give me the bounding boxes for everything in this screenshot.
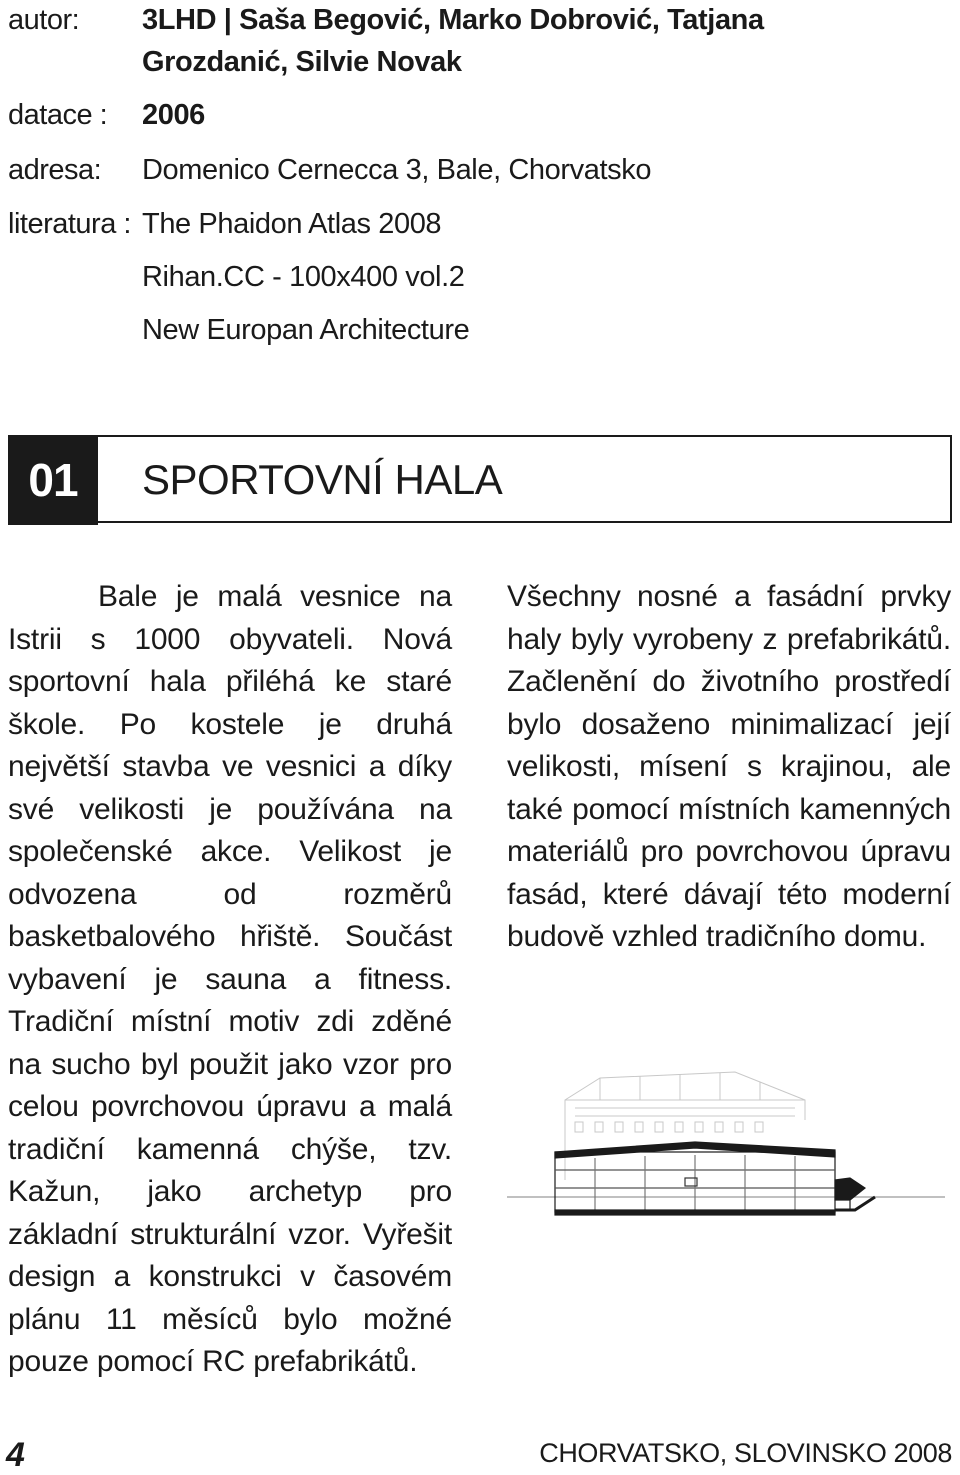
body-text-left: Bale je malá vesnice na Istrii s 1000 obyvateli. Nová sportovní hala přiléhá ke staré škole. Po kostele je druhá největší stavba ve vesnici a díky své velikosti je používána na společenské akce. Velikost je odvozena od rozměrů basketbalového hřiště. Součást vybavení je sauna a fitness. Tradiční místní motiv zdi zděné na sucho byl použit jako vzor pro celou povrchovou úpravu a malá tradiční kamenná chýše, tzv. Kažun, jako archetyp pro základní strukturální vzor. Vyřešit design a konstrukci v časovém plánu 11 měsíců bylo možné pouze pomocí RC prefabrikátů. — [8, 580, 452, 1378]
metadata-block — [8, 0, 948, 367]
section-title: SPORTOVNÍ HALA — [142, 456, 503, 503]
literature-item: Rihan.CC - 100x400 vol.2 — [142, 261, 465, 293]
literature-row — [8, 207, 948, 261]
literature-item: New Europan Architecture — [142, 314, 470, 346]
section-number: 01 — [8, 435, 98, 525]
section-header — [8, 435, 952, 523]
date-label: datace : — [8, 99, 108, 131]
author-label: autor: — [8, 4, 80, 36]
page-number: 4 — [6, 1436, 25, 1474]
author-line-2: Grozdanić, Silvie Novak — [142, 46, 462, 78]
footer-region: CHORVATSKO, SLOVINSKO 2008 — [539, 1438, 952, 1468]
address-value: Domenico Cernecca 3, Bale, Chorvatsko — [142, 154, 652, 186]
literature-item: The Phaidon Atlas 2008 — [142, 208, 442, 240]
author-line-1: 3LHD | Saša Begović, Marko Dobrović, Tatjana — [142, 4, 764, 36]
address-row — [8, 152, 948, 207]
author-row — [8, 0, 948, 52]
date-value: 2006 — [142, 99, 205, 131]
literature-label: literatura : — [8, 208, 131, 240]
building-section-drawing — [505, 1060, 955, 1260]
body-text-right: Všechny nosné a fasádní prvky haly byly vyrobeny z prefabrikátů. Začlenění do životního prostředí bylo dosaženo minimalizací její velikosti, mísení s krajinou, ale také pomocí místních kamenných materiálů pro povrchovou úpravu fasád, které dávají této moderní budově vzhled tradičního domu. — [507, 580, 951, 953]
date-row — [8, 96, 948, 152]
address-label: adresa: — [8, 154, 102, 186]
